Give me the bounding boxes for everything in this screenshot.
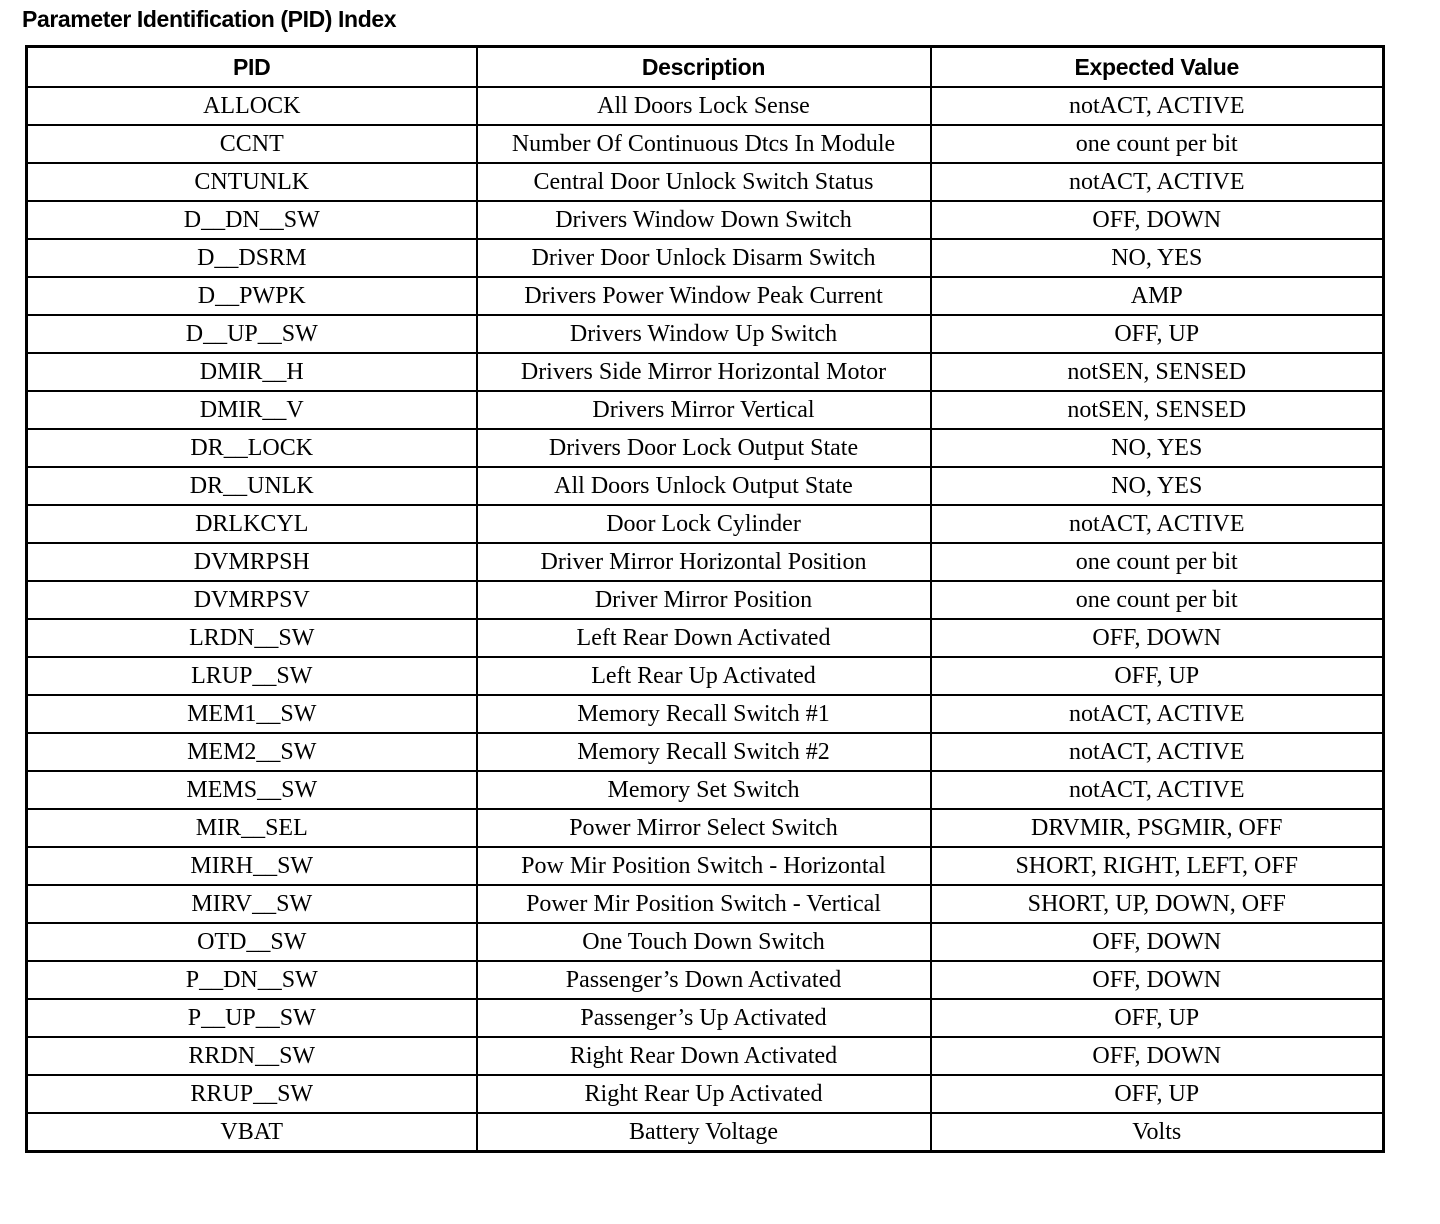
- expected-value-cell: OFF, UP: [931, 999, 1384, 1037]
- expected-value-cell: AMP: [931, 277, 1384, 315]
- pid-cell: DR__UNLK: [27, 467, 477, 505]
- expected-value-cell: NO, YES: [931, 239, 1384, 277]
- description-cell: Memory Recall Switch #1: [477, 695, 931, 733]
- expected-value-cell: NO, YES: [931, 467, 1384, 505]
- expected-value-cell: notSEN, SENSED: [931, 391, 1384, 429]
- description-cell: Right Rear Up Activated: [477, 1075, 931, 1113]
- pid-cell: RRDN__SW: [27, 1037, 477, 1075]
- expected-value-cell: one count per bit: [931, 581, 1384, 619]
- expected-value-cell: Volts: [931, 1113, 1384, 1152]
- table-body: [27, 87, 1384, 1152]
- table-row: [27, 201, 1384, 239]
- pid-cell: DMIR__H: [27, 353, 477, 391]
- expected-value-cell: DRVMIR, PSGMIR, OFF: [931, 809, 1384, 847]
- pid-cell: MEM2__SW: [27, 733, 477, 771]
- table-row: [27, 467, 1384, 505]
- pid-cell: MIRH__SW: [27, 847, 477, 885]
- description-cell: Power Mir Position Switch - Vertical: [477, 885, 931, 923]
- pid-cell: D__PWPK: [27, 277, 477, 315]
- pid-cell: VBAT: [27, 1113, 477, 1152]
- expected-value-cell: OFF, UP: [931, 657, 1384, 695]
- pid-cell: MEM1__SW: [27, 695, 477, 733]
- description-cell: One Touch Down Switch: [477, 923, 931, 961]
- description-cell: Drivers Mirror Vertical: [477, 391, 931, 429]
- description-cell: All Doors Lock Sense: [477, 87, 931, 125]
- pid-cell: ALLOCK: [27, 87, 477, 125]
- expected-value-cell: notACT, ACTIVE: [931, 733, 1384, 771]
- expected-value-cell: one count per bit: [931, 125, 1384, 163]
- table-row: [27, 505, 1384, 543]
- pid-cell: D__UP__SW: [27, 315, 477, 353]
- pid-cell: MIR__SEL: [27, 809, 477, 847]
- table-row: [27, 1037, 1384, 1075]
- pid-cell: MIRV__SW: [27, 885, 477, 923]
- description-cell: Drivers Window Down Switch: [477, 201, 931, 239]
- description-cell: Memory Recall Switch #2: [477, 733, 931, 771]
- table-row: [27, 353, 1384, 391]
- description-cell: Drivers Window Up Switch: [477, 315, 931, 353]
- table-row: [27, 163, 1384, 201]
- expected-value-cell: NO, YES: [931, 429, 1384, 467]
- pid-cell: P__DN__SW: [27, 961, 477, 999]
- expected-value-cell: notACT, ACTIVE: [931, 87, 1384, 125]
- table-row: [27, 733, 1384, 771]
- column-header-pid: PID: [27, 47, 477, 88]
- expected-value-cell: notACT, ACTIVE: [931, 771, 1384, 809]
- table-row: [27, 543, 1384, 581]
- table-row: [27, 87, 1384, 125]
- table-row: [27, 277, 1384, 315]
- table-header-row: [27, 47, 1384, 88]
- description-cell: Central Door Unlock Switch Status: [477, 163, 931, 201]
- description-cell: Passenger’s Down Activated: [477, 961, 931, 999]
- table-row: [27, 619, 1384, 657]
- description-cell: Driver Door Unlock Disarm Switch: [477, 239, 931, 277]
- description-cell: Pow Mir Position Switch - Horizontal: [477, 847, 931, 885]
- table-row: [27, 999, 1384, 1037]
- description-cell: Right Rear Down Activated: [477, 1037, 931, 1075]
- expected-value-cell: SHORT, RIGHT, LEFT, OFF: [931, 847, 1384, 885]
- column-header-expected-value: Expected Value: [931, 47, 1384, 88]
- table-row: [27, 1113, 1384, 1152]
- table-row: [27, 809, 1384, 847]
- description-cell: Drivers Side Mirror Horizontal Motor: [477, 353, 931, 391]
- table-row: [27, 847, 1384, 885]
- expected-value-cell: SHORT, UP, DOWN, OFF: [931, 885, 1384, 923]
- pid-cell: D__DSRM: [27, 239, 477, 277]
- description-cell: Power Mirror Select Switch: [477, 809, 931, 847]
- expected-value-cell: OFF, DOWN: [931, 619, 1384, 657]
- pid-cell: D__DN__SW: [27, 201, 477, 239]
- description-cell: Memory Set Switch: [477, 771, 931, 809]
- document-title: Parameter Identification (PID) Index: [22, 6, 397, 32]
- expected-value-cell: notACT, ACTIVE: [931, 163, 1384, 201]
- description-cell: Battery Voltage: [477, 1113, 931, 1152]
- pid-cell: DVMRPSV: [27, 581, 477, 619]
- description-cell: Left Rear Down Activated: [477, 619, 931, 657]
- expected-value-cell: OFF, UP: [931, 315, 1384, 353]
- pid-cell: CCNT: [27, 125, 477, 163]
- table-row: [27, 961, 1384, 999]
- pid-cell: LRUP__SW: [27, 657, 477, 695]
- table-row: [27, 695, 1384, 733]
- description-cell: Driver Mirror Position: [477, 581, 931, 619]
- pid-cell: DVMRPSH: [27, 543, 477, 581]
- pid-cell: CNTUNLK: [27, 163, 477, 201]
- pid-cell: DRLKCYL: [27, 505, 477, 543]
- pid-cell: P__UP__SW: [27, 999, 477, 1037]
- expected-value-cell: notSEN, SENSED: [931, 353, 1384, 391]
- pid-cell: OTD__SW: [27, 923, 477, 961]
- description-cell: Drivers Door Lock Output State: [477, 429, 931, 467]
- expected-value-cell: notACT, ACTIVE: [931, 505, 1384, 543]
- table-row: [27, 771, 1384, 809]
- table-row: [27, 657, 1384, 695]
- description-cell: Driver Mirror Horizontal Position: [477, 543, 931, 581]
- pid-cell: LRDN__SW: [27, 619, 477, 657]
- table-row: [27, 885, 1384, 923]
- table-row: [27, 239, 1384, 277]
- description-cell: Number Of Continuous Dtcs In Module: [477, 125, 931, 163]
- pid-index-table: [25, 45, 1385, 1153]
- table-row: [27, 391, 1384, 429]
- expected-value-cell: OFF, DOWN: [931, 923, 1384, 961]
- column-header-description: Description: [477, 47, 931, 88]
- description-cell: Drivers Power Window Peak Current: [477, 277, 931, 315]
- table-row: [27, 429, 1384, 467]
- expected-value-cell: OFF, UP: [931, 1075, 1384, 1113]
- pid-cell: DMIR__V: [27, 391, 477, 429]
- table-row: [27, 125, 1384, 163]
- pid-cell: DR__LOCK: [27, 429, 477, 467]
- description-cell: All Doors Unlock Output State: [477, 467, 931, 505]
- expected-value-cell: OFF, DOWN: [931, 961, 1384, 999]
- expected-value-cell: OFF, DOWN: [931, 1037, 1384, 1075]
- expected-value-cell: one count per bit: [931, 543, 1384, 581]
- description-cell: Door Lock Cylinder: [477, 505, 931, 543]
- expected-value-cell: OFF, DOWN: [931, 201, 1384, 239]
- pid-cell: MEMS__SW: [27, 771, 477, 809]
- table-row: [27, 923, 1384, 961]
- table-row: [27, 1075, 1384, 1113]
- expected-value-cell: notACT, ACTIVE: [931, 695, 1384, 733]
- table-row: [27, 315, 1384, 353]
- description-cell: Left Rear Up Activated: [477, 657, 931, 695]
- pid-cell: RRUP__SW: [27, 1075, 477, 1113]
- table-row: [27, 581, 1384, 619]
- description-cell: Passenger’s Up Activated: [477, 999, 931, 1037]
